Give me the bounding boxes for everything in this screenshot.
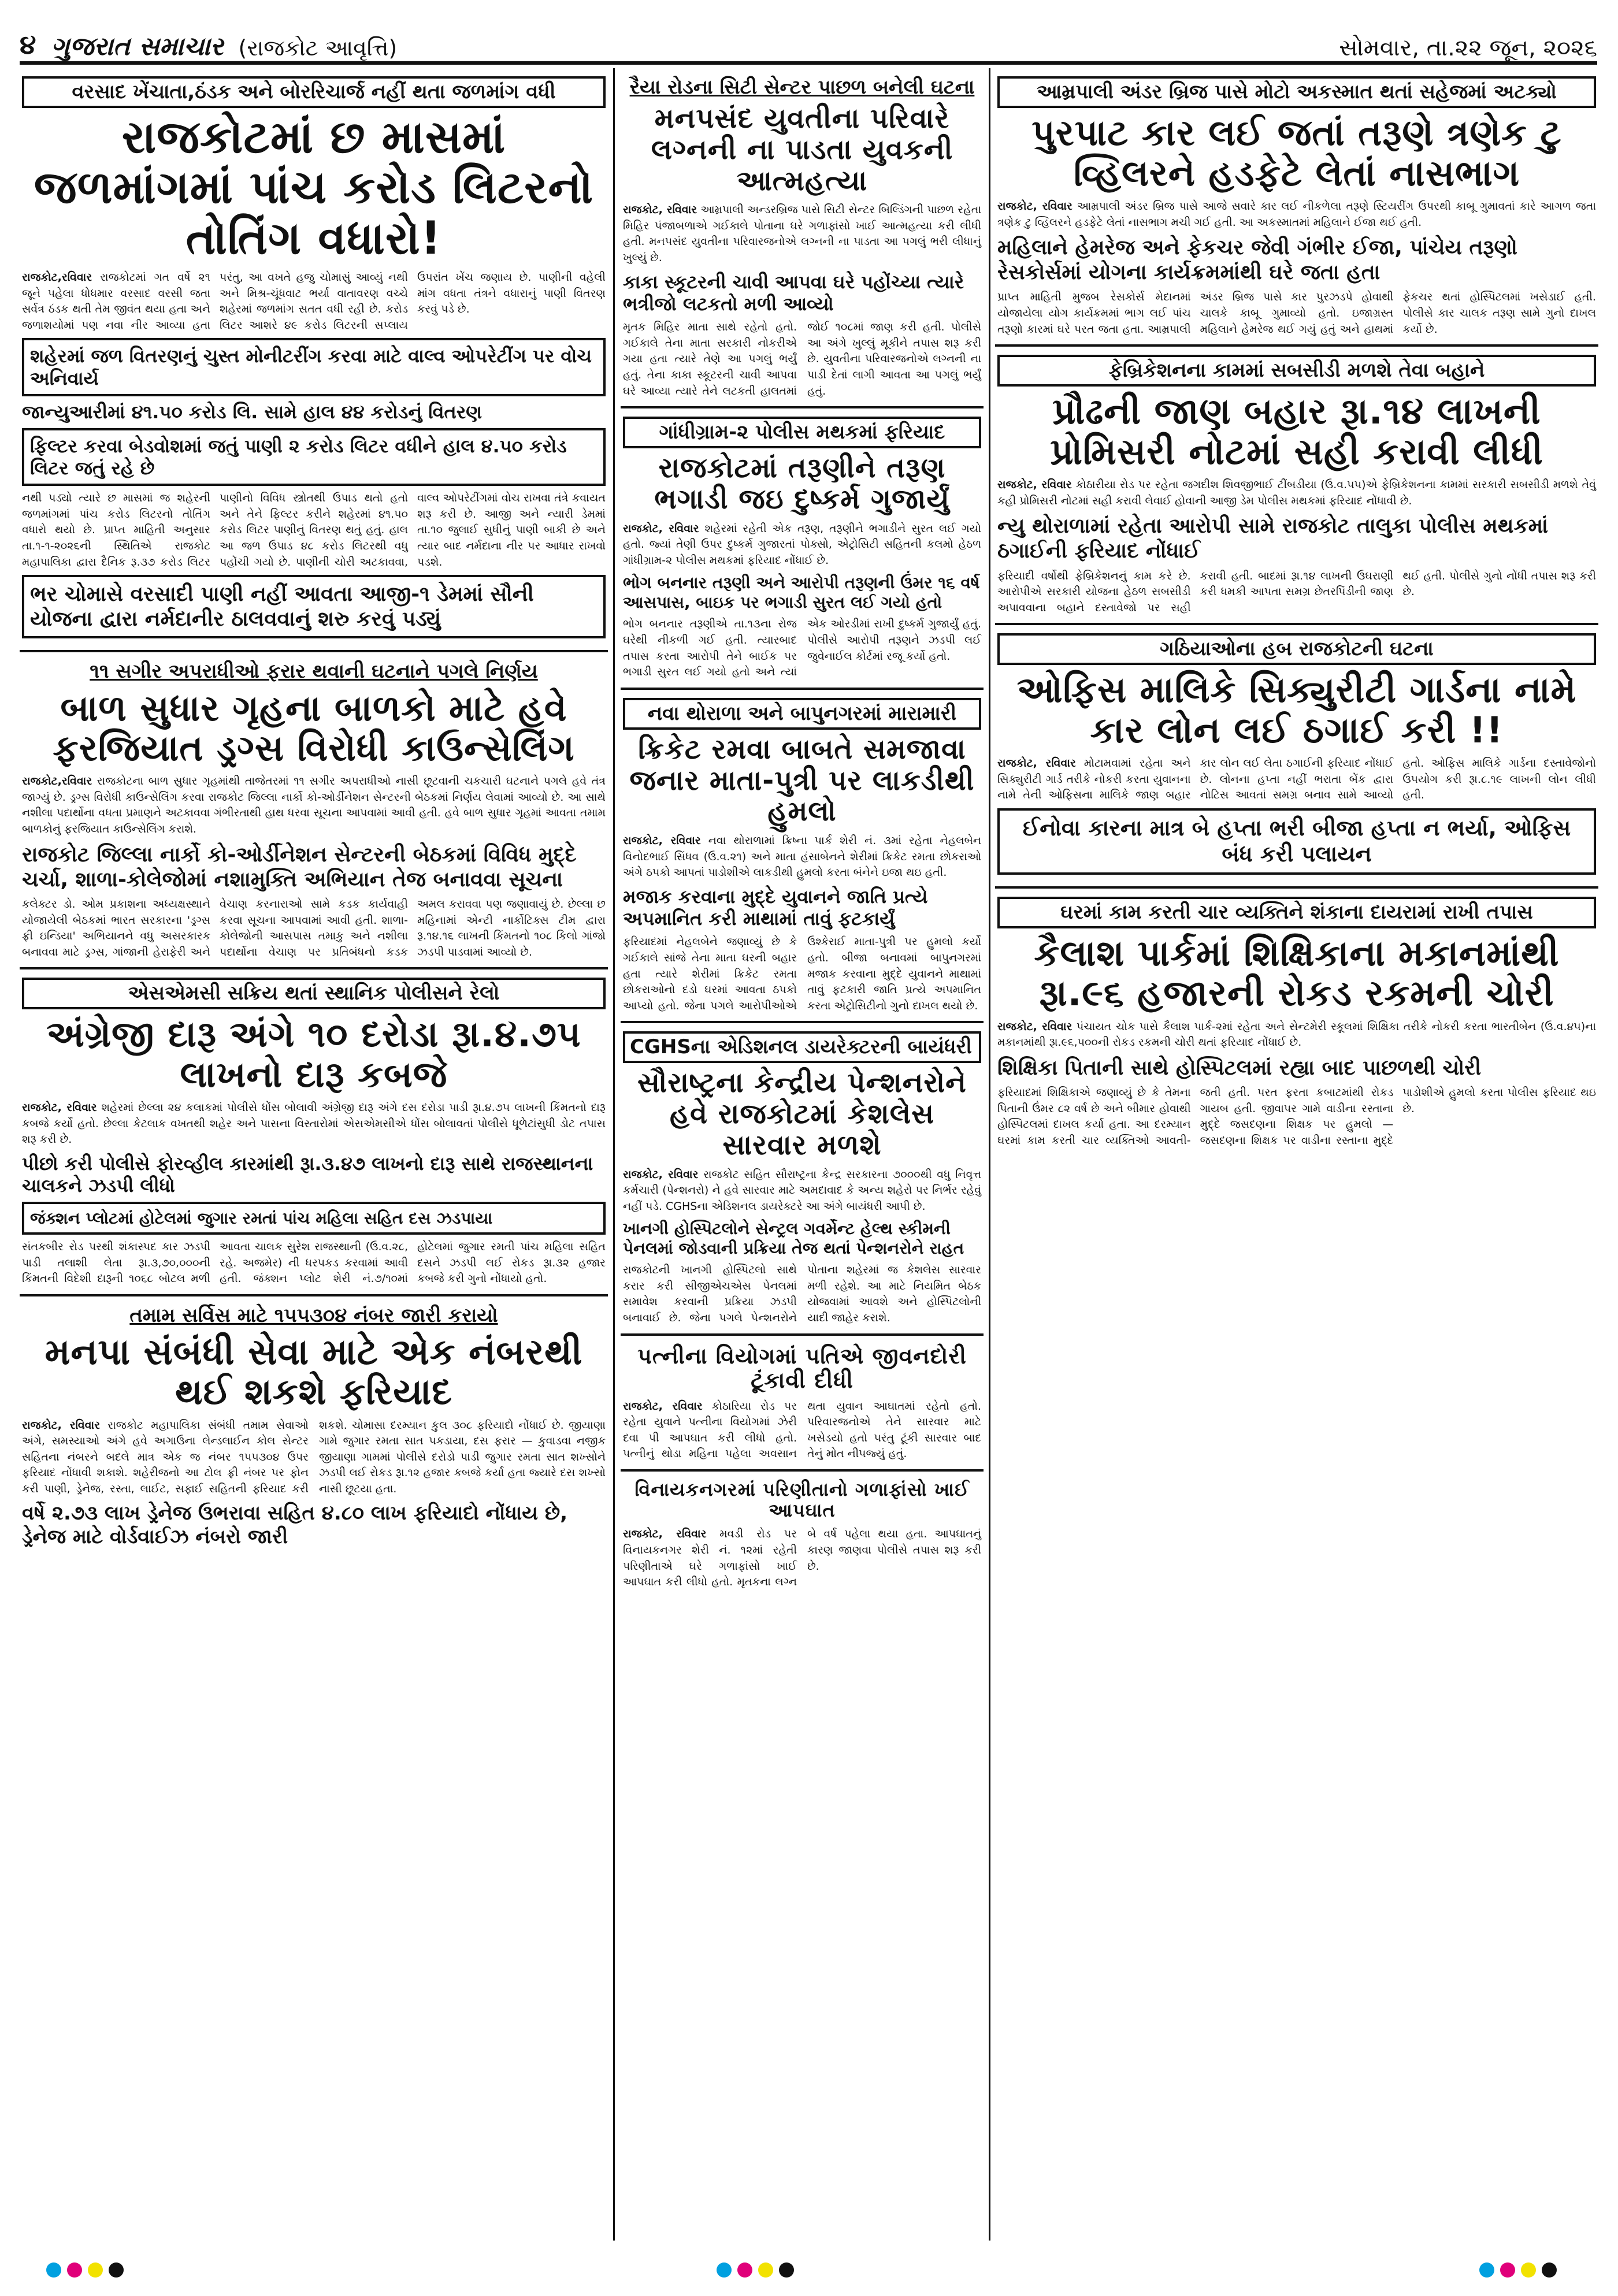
magenta-mark (737, 2262, 752, 2278)
dateline: રાજકોટ, રવિવાર (623, 1528, 707, 1541)
article-body-continued: કલેક્ટર ડો. ઓમ પ્રકાશના અધ્યક્ષસ્થાને યોજાયેલી બેઠકમાં ભારત સરકારના 'ડ્રગ્સ ફ્રી ઇન્ડિયા' અભિયાનને વધુ અસરકારક બનાવવા માટે ડ્રગ્સ, ગાંજાની હેરાફેરી અને વેચાણ કરનારાઓ સામે કડક કાર્યવાહી કરવા સૂચના આપવામાં આવી હતી. શાળા-કોલેજોની આસપાસ તમાકુ અને નશીલા પદાર્થોના વેચાણ પર પ્રતિબંધનો કડક અમલ કરાવવા પણ જણાવાયું છે. છેલ્લા છ મહિનામાં એન્ટી નાર્કોટિક્સ ટીમ દ્વારા રૂ.૧૪.૧૬ લાખની કિંમતનો ૧૦૮ કિલો ગાંજો ઝડપી પાડવામાં આવ્યો છે. (22, 897, 606, 958)
article-body (22, 1100, 606, 1148)
article-house-theft (995, 889, 1598, 1156)
subhead: ખાનગી હોસ્પિટલોને સેન્ટ્રલ ગવર્મેન્ટ હેલ્થ સ્કીમની પેનલમાં જોડવાની પ્રક્રિયા તેજ થતાં પેન્શનરોને રાહત (623, 1219, 964, 1258)
registration-marks-center (717, 2262, 794, 2280)
article-headline: મનપસંદ યુવતીના પરિવારે લગ્નની ના પાડતા યુવકની આત્મહત્યા (651, 102, 953, 197)
body-text: શહેરમાં રહેતી એક તરૂણ, તરૂણીને ભગાડીને સુરત લઈ ગયો હતો. જ્યાં તેણી ઉપર દુષ્કર્મ ગુજારતાં પોક્સો, એટ્રોસિટી સહિતની કલમો હેઠળ ગાંધીગ્રામ-૨ પોલીસ મથકમાં ફરિયાદ નોંધાઈ છે. (623, 522, 981, 567)
article-helpline-number (20, 1296, 608, 1561)
article-body (623, 202, 981, 266)
dateline: રાજકોટ, રવિવાર (997, 199, 1073, 213)
subhead: કાકા સ્કૂટરની ચાવી આપવા ઘરે પહોંચ્યા ત્યારે ભત્રીજો લટકતો મળી આવ્યો (623, 270, 964, 315)
article-body (997, 756, 1596, 804)
dateline: રાજકોટ, રવિવાર (623, 834, 701, 847)
article-kicker: આમ્રપાલી અંડર બ્રિજ પાસે મોટો અકસ્માત થતાં સહેજમાં અટક્યો (997, 76, 1596, 108)
article-kicker: તમામ સર્વિસ માટે ૧૫૫૩૦૪ નંબર જારી કરાયો (129, 1303, 498, 1327)
article-headline: પ્રૌઢની જાણ બહાર રૂા.૧૪ લાખની પ્રોમિસરી નોટમાં સહી કરાવી લીધી (1050, 390, 1543, 473)
article-body-continued: ભોગ બનનાર તરૂણીએ તા.૧૩ના રોજ ઘરેથી નીકળી ગઈ હતી. ત્યારબાદ તપાસ કરતા આરોપી તેને બાઈક પર ભગાડી સુરત લઈ ગયો હતો અને ત્યાં એક ઓરડીમાં રાખી દુષ્કર્મ ગુજાર્યું હતું. પોલીસે આરોપી તરૂણને ઝડપી લઈ જુવેનાઈલ કોર્ટમાં રજૂ કર્યો હતો. (623, 618, 981, 679)
dateline: રાજકોટ,રવિવાર (22, 775, 92, 788)
black-mark (779, 2262, 794, 2278)
body-text: શહેરમાં છેલ્લા ૨૪ કલાકમાં પોલીસે ધોંસ બોલાવી અંગ્રેજી દારૂ અંગે દસ દરોડા પાડી રૂા.૪.૭૫ લાખની કિંમતનો દારૂ કબજે કર્યો હતો. છેલ્લા કેટલાક વખતથી શહેર અને પાસના વિસ્તારોમાં એસએમસીએ ધોંસ બોલાવતાં પોલીસે ધૂળેટાંસુધી ડોટ તપાસ શરૂ કરી છે. (22, 1101, 606, 1146)
article-body-continued: ફરિયાદમાં શિક્ષિકાએ જણાવ્યું છે કે તેમના પિતાની ઉંમર ૮૨ વર્ષ છે અને બીમાર હોવાથી હોસ્પિટલમાં દાખલ કર્યા હતા. આ દરમ્યાન ઘરમાં કામ કરતી ચાર વ્યક્તિઓ આવતી-જતી હતી. પરત ફરતા કબાટમાંથી રોકડ ગાયબ હતી. જીવાપર ગામે વાડીના રસ્તાના મુદ્દે જસદણના શિક્ષક પર હુમલો — જસદણના શિક્ષક પર વાડીના રસ્તાના મુદ્દે પાડોશીએ હુમલો કરતા પોલીસ ફરિયાદ થઇ છે. (997, 1086, 1596, 1147)
article-kicker: ગઠિયાઓના હબ રાજકોટની ઘટના (997, 633, 1596, 665)
registration-marks-left (46, 2262, 124, 2280)
column-middle (621, 68, 984, 2241)
yellow-mark (758, 2262, 773, 2278)
column-right (995, 68, 1598, 2241)
dateline: રાજકોટ, રવિવાર (997, 1020, 1073, 1033)
dateline: રાજકોટ, રવિવાર (997, 478, 1072, 492)
article-body (22, 270, 606, 333)
cyan-mark (717, 2262, 732, 2278)
body-text: મોટામવામાં રહેતા અને સિક્યુરીટી ગાર્ડ તરીકે નોકરી કરતા યુવાનના નામે તેની ઓફિસના માલિકે જાણ બહાર કાર લોન લઈ લેતા ઠગાઈની ફરિયાદ નોંધાઈ છે. લોનના હપ્તા નહીં ભરાતા બેંક દ્વારા નોટિસ આવતાં સમગ્ર બનાવ સામે આવ્યો હતો. ઓફિસ માલિકે ગાર્ડના દસ્તાવેજોનો ઉપયોગ કરી રૂા.૮.૧૯ લાખની લોન લીધી હતી. (997, 757, 1596, 802)
yellow-mark (1521, 2262, 1536, 2278)
article-headline: પત્નીના વિયોગમાં પતિએ જીવનદોરી ટૂંકાવી દીધી (637, 1343, 967, 1394)
article-body-continued: પ્રાપ્ત માહિતી મુજબ રેસકોર્સ મેદાનમાં યોજાયેલા યોગ કાર્યક્રમમાં ભાગ લઈ પાંચ તરૂણો કારમાં ઘરે પરત જતા હતા. આમ્રપાલી અંડર બ્રિજ પાસે કાર પુરઝડપે હોવાથી ચાલકે કાબૂ ગુમાવ્યો હતો. ઇજાગ્રસ્ત મહિલાને હેમરેજ થઈ ગયું હતું અને હાથમાં ફેકચર થતાં હોસ્પિટલમાં ખસેડાઈ હતી. પોલીસે કાર ચાલક તરૂણ સામે ગુનો દાખલ કર્યો છે. (997, 291, 1596, 336)
black-mark (1542, 2262, 1557, 2278)
article-car-accident (995, 68, 1598, 347)
edition-label: (રાજકોટ આવૃત્તિ) (238, 35, 398, 61)
subhead: શહેરમાં જળ વિતરણનું ચુસ્ત મોનીટરીંગ કરવા માટે વાલ્વ ઓપરેટીંગ પર વોચ અનિવાર્ય (22, 338, 606, 396)
body-text: જીયાણા ગામે જુગાર રમતા સાત પકડાયા, દસ ફરાર — કુવાડવા નજીક જીયાણા ગામમાં પોલીસે દરોડો પાડી જુગાર રમતા સાત શખ્સોને ઝડપી લઈ રોકડ રૂા.૧૨ હજાર કબજે કર્યા હતા જ્યારે દસ શખ્સો નાસી છૂટયા હતા. (319, 1418, 606, 1495)
article-kicker: એસએમસી સક્રિય થતાં સ્થાનિક પોલીસને રેલો (22, 978, 606, 1009)
article-husband-suicide (621, 1336, 984, 1472)
subhead: પીછો કરી પોલીસે ફોરવ્હીલ કારમાંથી રૂા.૩.૪૭ લાખનો દારૂ સાથે રાજસ્થાનના ચાલકને ઝડપી લીધો (22, 1152, 593, 1197)
article-juvenile-home (20, 652, 608, 969)
page-number: ૪ (20, 29, 36, 60)
article-headline: બાળ સુધાર ગૃહના બાળકો માટે હવે ફરજિયાત ડ્રગ્સ વિરોધી કાઉન્સેલિંગ (53, 686, 575, 769)
body-text: આમ્રપાલી અંડર બ્રિજ પાસે આજે સવારે કાર લઈ નીકળેલા તરૂણે સ્ટિયરીંગ ઉપરથી કાબૂ ગુમાવતાં કારે આગળ જતા ત્રણેક ટુ વ્હિલરને હડફેટે લેતાં નાસભાગ મચી ગઈ હતી. આ અકસ્માતમાં મહિલાને ઈજા થઈ હતી. (997, 199, 1596, 229)
issue-date: સોમવાર, તા.૨૨ જૂન, ૨૦૨૬ (1339, 35, 1597, 61)
article-body (623, 833, 981, 881)
article-headline: પુરપાટ કાર લઈ જતાં તરૂણે ત્રણેક ટુ વ્હિલરને હડફેટે લેતાં નાસભાગ (1031, 112, 1562, 194)
article-body (623, 1399, 981, 1462)
subhead: ન્યુ થોરાળામાં રહેતા આરોપી સામે રાજકોટ તાલુકા પોલીસ મથકમાં ઠગાઈની ફરિયાદ નોંધાઈ (997, 514, 1549, 563)
dateline: રાજકોટ, રવિવાર (623, 522, 699, 535)
subhead: ભોગ બનનાર તરૂણી અને આરોપી તરૂણની ઉંમર ૧૬ વર્ષ આસપાસ, બાઇક પર ભગાડી સુરત લઈ ગયો હતો (623, 573, 980, 612)
article-body-continued: ફરિયાદી વર્ષોથી ફેબ્રિકેશનનું કામ કરે છે. આરોપીએ સરકારી યોજના હેઠળ સબસીડી અપાવવાના બહાને દસ્તાવેજો પર સહી કરાવી હતી. બાદમાં રૂા.૧૪ લાખની ઉઘરાણી કરી ધમકી આપતા સમગ્ર છેતરપિંડીની જાણ થઈ હતી. પોલીસે ગુનો નોંધી તપાસ શરૂ કરી છે. (997, 569, 1596, 614)
cyan-mark (46, 2262, 61, 2278)
registration-marks-right (1479, 2262, 1557, 2280)
article-body (623, 1167, 981, 1215)
subhead: ફિલ્ટર કરવા બેડવોશમાં જતું પાણી ૨ કરોડ લિટર વધીને હાલ ૪.૫૦ કરોડ લિટર જતું રહે છે (22, 428, 606, 486)
article-kicker: CGHSના એડિશનલ ડાયરેક્ટરની બાયંધરી (623, 1031, 981, 1063)
article-kicker: નવા થોરાળા અને બાપુનગરમાં મારામારી (623, 698, 981, 730)
body-text: કોઠારિયા રોડ પર રહેતા યુવાને પત્નીના વિયોગમાં ઝેરી દવા પી આપઘાત કરી લીધો હતો. પત્નીનું થોડા મહિના પહેલા અવસાન થતા યુવાન આઘાતમાં રહેતો હતો. પરિવારજનોએ તેને સારવાર માટે ખસેડયો હતો પરંતુ ટૂંકી સારવાર બાદ તેનું મોત નીપજ્યું હતું. (623, 1399, 981, 1461)
subhead: મજાક કરવાના મુદ્દે યુવાનને જાતિ પ્રત્યે અપમાનિત કરી માથામાં તાવું ફટકાર્યું (623, 885, 928, 930)
article-headline: રાજકોટમાં તરૂણીને તરૂણ ભગાડી જઇ દુષ્કર્મ ગુજાર્યું (654, 452, 950, 515)
article-liquor-raids (20, 969, 608, 1296)
article-headline: રાજકોટમાં છ માસમાં જળમાંગમાં પાંચ કરોડ લિટરનો તોતિંગ વધારો! (34, 112, 594, 265)
article-body (623, 521, 981, 569)
dateline: રાજકોટ, રવિવાર (623, 203, 697, 217)
dateline: રાજકોટ, રવિવાર (22, 1418, 101, 1432)
article-headline: ઓફિસ માલિકે સિક્યુરીટી ગાર્ડના નામે કાર લોન લઈ ઠગાઈ કરી !! (1016, 668, 1577, 751)
article-kicker: ગાંધીગ્રામ-૨ પોલીસ મથકમાં ફરિયાદ (623, 417, 981, 448)
article-headline: ક્રિકેટ રમવા બાબતે સમજાવા જનાર માતા-પુત્રી પર લાકડીથી હુમલો (629, 733, 975, 828)
magenta-mark (1500, 2262, 1515, 2278)
dateline: રાજકોટ,રવિવાર (22, 271, 92, 284)
article-kicker: ૧૧ સગીર અપરાધીઓ ફરાર થવાની ઘટનાને પગલે નિર્ણય (90, 660, 538, 683)
article-gandhigram-complaint (621, 408, 984, 690)
article-footer-note: ભર ચોમાસે વરસાદી પાણી નહીં આવતા આજી-૧ ડેમમાં સૌની યોજના દ્વારા નર્મદાનીર ઠાલવવાનું શરુ કરવું પડ્યું (22, 575, 606, 638)
dateline: રાજકોટ, રવિવાર (22, 1101, 97, 1114)
article-headline: કૈલાશ પાર્કમાં શિક્ષિકાના મકાનમાંથી રૂા.૯૬ હજારની રોકડ રકમની ચોરી (1034, 932, 1560, 1015)
article-body (623, 1526, 981, 1590)
article-youth-suicide (621, 68, 984, 408)
article-body (997, 477, 1596, 509)
article-headline: વિનાયકનગરમાં પરિણીતાનો ગળાફાંસો ખાઈ આપઘાત (634, 1478, 970, 1521)
article-footer-note: વર્ષે ૨.૭૩ લાખ ડ્રેનેજ ઉભરાવા સહિત ૪.૮૦ લાખ ફરિયાદો નોંધાય છે, ડ્રેનેજ માટે વોર્ડવાઈઝ નંબરો જારી (22, 1502, 568, 1549)
body-text: કોઠારીયા રોડ પર રહેતા જગદીશ શિવજીભાઈ ટીંબડીયા (ઉ.વ.૫૫)એ ફેબ્રિકેશનના કામમાં સરકારી સબસીડી મળશે તેવું કહી પ્રોમિસરી નોટમાં સહી કરાવી લેવાઈ હોવાની આજી ડેમ પોલીસ મથકમાં ફરિયાદ નોંધાવી છે. (997, 478, 1596, 507)
subhead: શિક્ષિકા પિતાની સાથે હોસ્પિટલમાં રહ્યા બાદ પાછળથી ચોરી (997, 1056, 1482, 1080)
article-body-continued: ફરિયાદમાં નેહલબેને જણાવ્યું છે કે ગઈકાલે સાંજે તેના માતા ઘરની બહાર હતા ત્યારે શેરીમાં ક્રિકેટ રમતા છોકરાઓનો દડો ઘરમાં આવતા ઠપકો આપ્યો હતો. જેના પગલે આરોપીઓએ ઉશ્કેરાઈ માતા-પુત્રી પર હુમલો કર્યો હતો. બીજા બનાવમાં બાપુનગરમાં મજાક કરવાના મુદ્દે યુવાનને માથામાં તાવું ફટકારી જાતિ પ્રત્યે અપમાનિત કરતા એટ્રોસિટીનો ગુનો દાખલ થયો છે. (623, 935, 981, 1012)
article-water-demand (20, 68, 608, 652)
body-text: રાજકોટ સહિત સૌરાષ્ટ્રના કેન્દ્ર સરકારના ૭૦૦૦થી વધુ નિવૃત્ત કર્મચારી (પેન્શનરો) ને હવે સારવાર માટે અમદાવાદ કે અન્ય શહેરો પર નિર્ભર રહેવું નહીં પડે. CGHSના એડિશનલ ડાયરેક્ટરે આ અંગે બાયંધરી આપી છે. (623, 1168, 982, 1213)
body-text: મવડી રોડ પર વિનાયકનગર શેરી નં. ૧૨માં રહેતી પરિણીતાએ ઘરે ગળાફાંસો ખાઈ આપઘાત કરી લીધો હતો. મૃતકના લગ્ન બે વર્ષ પહેલા થયા હતા. આપઘાતનું કારણ જાણવા પોલીસે તપાસ શરૂ કરી છે. (623, 1528, 981, 1589)
subhead: જંક્શન પ્લોટમાં હોટેલમાં જુગાર રમતાં પાંચ મહિલા સહિત દસ ઝડપાયા (22, 1202, 606, 1235)
article-headline: મનપા સંબંધી સેવા માટે એક નંબરથી થઈ શકશે ફરિયાદ (44, 1330, 583, 1413)
article-body (997, 199, 1596, 231)
body-text: રાજકોટમાં ગત વર્ષે ૨૧ જૂને પહેલા ધોધમાર વરસાદ વરસી જતા સર્વત્ર ઠંડક થતી તેમ જીવંત થયા હતા અને જળાશયોમાં પણ નવા નીર આવ્યા હતા પરંતુ, આ વખતે હજુ ચોમાસું આવ્યું નથી અને મિશ્ર-ચૂંધવાટ ભર્યા વાતાવરણ વચ્ચે શહેરમાં જળમાંગ સતત વધી રહી છે. કરોડ લિટર આશરે ૪૯ કરોડ લિટરની સપ્લાય ઉપરાંત ખેંચ જણાય છે. પાણીની વહેલી માંગ વધતા તંત્રને વધારાનું પાણી વિતરણ કરવું પડે છે. (22, 271, 606, 332)
column-rule (613, 68, 615, 2241)
body-text: પંચાયત ચોક પાસે કૈલાશ પાર્ક-૨માં રહેતા અને સેન્ટમેરી સ્કૂલમાં શિક્ષિકા તરીકે નોકરી કરતા ભારતીબેન (ઉ.વ.૪૫)ના મકાનમાંથી રૂા.૯૬,૫૦૦ની રોકડ રકમની ચોરી થતાં ફરિયાદ નોંધાઈ છે. (997, 1020, 1596, 1049)
body-text: નવા થોરાળામાં ક્રિષ્ના પાર્ક શેરી નં. ૩માં રહેતા નેહલબેન વિનોદભાઈ સિંધવ (ઉ.વ.૨૧) અને માતા હંસાબેનને શેરીમાં ક્રિકેટ રમતા છોકરાઓ અંગે ઠપકો આપતાં પાડોશીએ લાકડીથી હુમલો કરતા બંનેને ઇજા થઇ હતી. (623, 834, 982, 879)
article-body-continued: મૃતક મિહિર માતા સાથે રહેતો હતો. ગઈકાલે તેના માતા સરકારી નોકરીએ ગયા હતા ત્યારે તેણે આ પગલું ભર્યું હતું. તેના કાકા સ્કૂટરની ચાવી આપવા ઘરે આવ્યા ત્યારે તેને લટકતી હાલતમાં જોઈ ૧૦૮માં જાણ કરી હતી. પોલીસે આ અંગે ખુલ્લું મૂકીને તપાસ શરૂ કરી છે. યુવતીના પરિવારજનોએ લગ્નની ના પાડી દેતાં લાગી આવતા આ પગલું ભર્યું હતું. (623, 321, 981, 397)
article-vinayaknagar-suicide (621, 1472, 984, 1597)
article-kicker: ઘરમાં કામ કરતી ચાર વ્યક્તિને શંકાના દાયરામાં રાખી તપાસ (997, 897, 1596, 928)
column-rule (989, 68, 990, 2241)
dateline: રાજકોટ, રવિવાર (997, 757, 1076, 770)
yellow-mark (88, 2262, 103, 2278)
body-text: રાજકોટ મહાપાલિકા સંબંધી તમામ સેવાઓ અંગે, સમસ્યાઓ અંગે હવે અગાઉના લેન્ડલાઈન કોલ સેન્ટર સહિતના નંબરને બદલે માત્ર એક જ નંબર ૧૫૫૩૦૪ ઉપર ફરિયાદ નોંધાવી શકાશે. શહેરીજનો આ ટોલ ફ્રી નંબર પર ફોન કરી પાણી, ડ્રેનેજ, રસ્તા, લાઈટ, સફાઈ સહિતની ફરિયાદ કરી શકશે. ચોમાસા દરમ્યાન કુલ ૩૦૮ ફરિયાદો નોંધાઈ છે. (22, 1418, 564, 1495)
article-headline: સૌરાષ્ટ્રના કેન્દ્રીય પેન્શનરોને હવે રાજકોટમાં કેશલેસ સારવાર મળશે (637, 1067, 967, 1161)
article-body-continued: સંતકબીર રોડ પરથી શંકાસ્પદ કાર ઝડપી પાડી તલાશી લેતા રૂા.૩,૭૦,૦૦૦ની કિંમતની વિદેશી દારૂની ૧૦૬૮ બોટલ મળી આવતા ચાલક સુરેશ રાજસ્થાની (ઉ.વ.૨૮, રહે. અજમેર) ની ધરપકડ કરવામાં આવી હતી. જંક્શન પ્લોટ શેરી નં.૭/૧૦માં હોટેલમાં જુગાર રમતી પાંચ મહિલા સહિત દસને ઝડપી લઈ રોકડ રૂા.૩૨ હજાર કબજે કરી ગુનો નોંધાયો હતો. (22, 1240, 606, 1286)
article-body-continued: રાજકોટની ખાનગી હોસ્પિટલો સાથે કરાર કરી સીજીએચએસ પેનલમાં સમાવેશ કરવાની પ્રક્રિયા ઝડપી બનાવાઈ છે. જેના પગલે પેન્શનરોને પોતાના શહેરમાં જ કેશલેસ સારવાર મળી રહેશે. આ માટે નિયમિત બેઠક યોજવામાં આવશે અને હોસ્પિટલોની યાદી જાહેર કરાશે. (623, 1264, 981, 1324)
masthead (20, 13, 1597, 65)
article-footer-note: ઈનોવા કારના માત્ર બે હપ્તા ભરી બીજા હપ્તા ન ભર્યા, ઓફિસ બંધ કરી પલાયન (997, 808, 1596, 875)
body-text: આમ્રપાલી અન્ડરબ્રિજ પાસે સિટી સેન્ટર બિલ્ડિંગની પાછળ રહેતા મિહિર પંજાબળાએ ગઈકાલે પોતાના ઘરે ગળાફાંસો ખાઈ આત્મહત્યા કરી લીધી હતી. મનપસંદ યુવતીના પરિવારજનોએ લગ્નની ના પાડતા આ પગલું ભરી લીધાનું ખુલ્યું છે. (623, 203, 981, 264)
article-cghs-pensioners (621, 1023, 984, 1335)
cyan-mark (1479, 2262, 1494, 2278)
article-headline: અંગ્રેજી દારૂ અંગે ૧૦ દરોડા રૂા.૪.૭૫ લાખનો દારૂ કબજે (46, 1013, 581, 1095)
article-car-loan-fraud (995, 625, 1598, 889)
article-body (22, 1418, 606, 1498)
subhead: રાજકોટ જિલ્લા નાર્કો કો-ઓર્ડીનેશન સેન્ટરની બેઠકમાં વિવિધ મુદ્દે ચર્ચા, શાળા-કોલેજોમાં નશામુક્તિ અભિયાન તેજ બનાવવા સૂચના (22, 842, 577, 891)
dateline: રાજકોટ, રવિવાર (623, 1399, 703, 1413)
article-body (22, 774, 606, 837)
article-promissory-note-fraud (995, 347, 1598, 625)
subhead: મહિલાને હેમરેજ અને ફેકચર જેવી ગંભીર ઈજા, પાંચેય તરૂણો રેસકોર્સમાં યોગના કાર્યક્રમમાંથી ઘરે જતા હતા (997, 236, 1517, 285)
article-kicker: ફેબ્રિકેશનના કામમાં સબસીડી મળશે તેવા બહાને (997, 355, 1596, 387)
dateline: રાજકોટ, રવિવાર (623, 1168, 699, 1181)
subhead: જાન્યુઆરીમાં ૪૧.૫૦ કરોડ લિ. સામે હાલ ૪૪ કરોડનું વિતરણ (22, 401, 483, 423)
article-body (997, 1019, 1596, 1051)
magenta-mark (67, 2262, 82, 2278)
article-cricket-assault (621, 690, 984, 1024)
black-mark (109, 2262, 124, 2278)
article-kicker: રૈયા રોડના સિટી સેન્ટર પાછળ બનેલી ઘટના (629, 76, 975, 99)
article-body-continued: નથી પડ્યો ત્યારે છ માસમાં જ શહેરની જળમાંગમાં પાંચ કરોડ લિટરનો તોતિંગ વધારો થયો છે. પ્રાપ્ત માહિતી અનુસાર તા.૧-૧-૨૦૨૬ની સ્થિતિએ રાજકોટ મહાપાલિકા દ્વારા દૈનિક રૂ.૩૭ કરોડ લિટર પાણીનો વિવિધ સ્ત્રોતથી ઉપાડ થતો હતો અને તેને ફિલ્ટર કરીને શહેરમાં ૪૧.૫૦ કરોડ લિટર પાણીનું વિતરણ થતું હતું. હાલ આ જળ ઉપાડ ૪૮ કરોડ લિટરથી વધુ પહોંચી ગયો છે. પાણીની ચોરી અટકાવવા, વાલ્વ ઓપરેટીંગમાં વોચ રાખવા તંત્રે કવાયત શરૂ કરી છે. આજી અને ન્યારી ડેમમાં તા.૧૦ જુલાઈ સુધીનું પાણી બાકી છે અને ત્યાર બાદ નર્મદાના નીર પર આધાર રાખવો પડશે. (22, 492, 606, 569)
article-kicker: વરસાદ ખેંચાતા,ઠંડક અને બોરરિચાર્જ નહીં થતા જળમાંગ વધી (22, 76, 606, 108)
column-left (20, 68, 608, 2241)
paper-logo: ગુજરાત સમાચાર (51, 32, 224, 61)
body-text: રાજકોટના બાળ સુધાર ગૃહમાંથી તાજેતરમાં ૧૧ સગીર અપરાધીઓ નાસી છૂટવાની ચકચારી ઘટનાને પગલે હવે તંત્ર જાગ્યું છે. ડ્રગ્સ વિરોધી કાઉન્સેલિંગ કરવા રાજકોટ જિલ્લા નાર્કો કો-ઓર્ડીનેશન સેન્ટરની બેઠકમાં નિર્ણય લેવામાં આવ્યો છે. આ સાથે નશીલા પદાર્થોના વધતા પ્રમાણને અટકાવવા ગંભીરતાથી હાથ ધરવા સૂચના આપવામાં આવી હતી. હવે બાળ સુધાર ગૃહમાં આવતા તમામ બાળકોનું ફરજિયાત કાઉન્સેલિંગ કરાશે. (22, 775, 606, 836)
